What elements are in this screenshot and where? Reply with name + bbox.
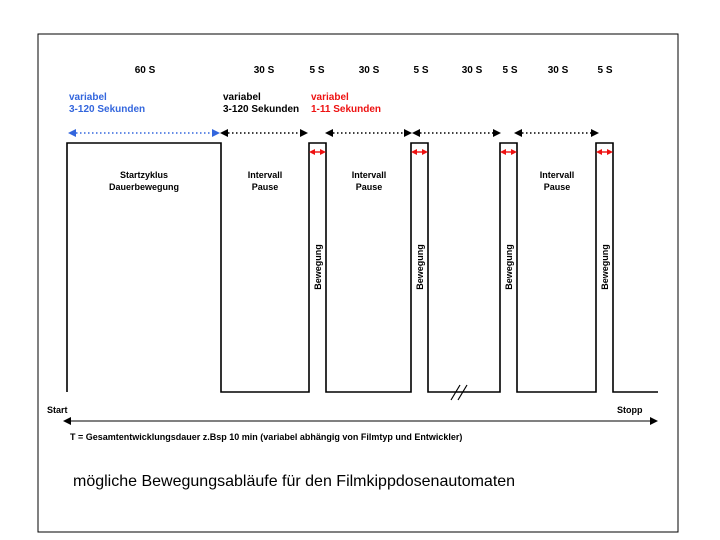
start-cycle-label-line1: Startzyklus (119, 170, 169, 180)
interval-pause-label-line1: Intervall (539, 170, 575, 180)
duration-label: 5 S (597, 65, 613, 76)
variable-note-start-line2: 3-120 Sekunden (69, 104, 146, 115)
interval-pause-label-line2: Pause (543, 182, 571, 192)
interval-pause-label-line1: Intervall (247, 170, 283, 180)
stop-label: Stopp (617, 405, 643, 415)
duration-label: 5 S (309, 65, 325, 76)
interval-pause-label-line2: Pause (355, 182, 383, 192)
movement-label: Bewegung (415, 244, 425, 290)
diagram-caption: mögliche Bewegungsabläufe für den Filmkippdosenautomaten (73, 473, 516, 490)
duration-label: 5 S (502, 65, 518, 76)
duration-label: 5 S (413, 65, 429, 76)
duration-label: 30 S (547, 65, 569, 76)
variable-note-movement-line2: 1-11 Sekunden (311, 104, 382, 115)
movement-label: Bewegung (600, 244, 610, 290)
duration-label: 30 S (358, 65, 380, 76)
movement-label: Bewegung (504, 244, 514, 290)
total-duration-label: T = Gesamtentwicklungsdauer z.Bsp 10 min (variabel abhängig von Filmtyp und Entwickler) (70, 432, 463, 442)
duration-label: 60 S (134, 65, 156, 76)
duration-label: 30 S (461, 65, 483, 76)
variable-note-pause-line2: 3-120 Sekunden (223, 104, 300, 115)
interval-pause-label-line1: Intervall (351, 170, 387, 180)
variable-note-start-line1: variabel (69, 92, 107, 103)
motion-waveform (67, 143, 658, 392)
duration-label: 30 S (253, 65, 275, 76)
start-label: Start (47, 405, 68, 415)
variable-note-pause-line1: variabel (223, 92, 261, 103)
start-cycle-label-line2: Dauerbewegung (108, 182, 180, 192)
movement-label: Bewegung (313, 244, 323, 290)
variable-note-movement-line1: variabel (311, 92, 349, 103)
interval-pause-label-line2: Pause (251, 182, 279, 192)
